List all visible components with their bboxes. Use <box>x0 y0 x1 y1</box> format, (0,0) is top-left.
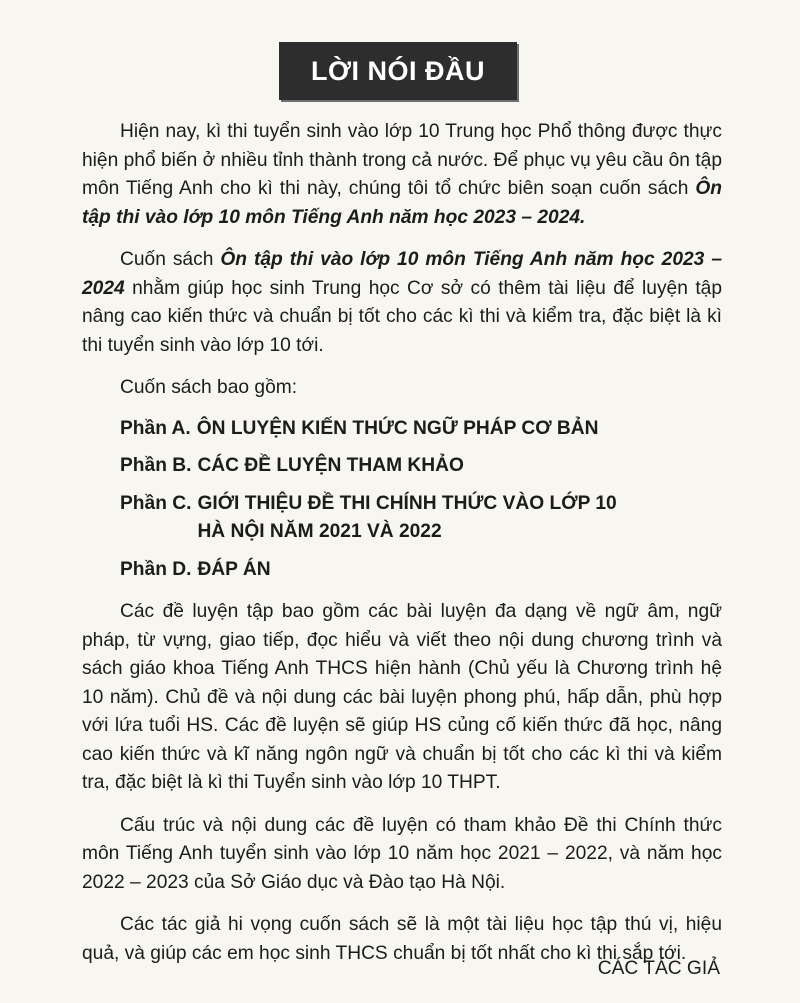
part-label: Phần A. <box>120 417 191 439</box>
paragraph-content: Các đề luyện tập bao gồm các bài luyện đa dạng về ngữ âm, ngữ pháp, từ vựng, giao tiếp, đọc hiểu và viết theo nội dung chương trình và sách giáo khoa Tiếng Anh THCS hiện hành (Chủ yếu là Chương trình hệ 10 năm). Chủ đề và nội dung các bài luyện phong phú, hấp dẫn, phù hợp với lứa tuổi HS. Các đề luyện sẽ giúp HS củng cố kiến thức đã học, nâng cao kiến thức và kĩ năng ngôn ngữ và chuẩn bị tốt cho các kì thi và kiểm tra, đặc biệt là kì thi Tuyển sinh vào lớp 10 THPT. <box>82 601 722 793</box>
part-text: ĐÁP ÁN <box>197 558 271 580</box>
part-c <box>120 490 722 547</box>
part-label: Phần C. <box>120 492 192 514</box>
part-text: GIỚI THIỆU ĐỀ THI CHÍNH THỨC VÀO LỚP 10 HÀ NỘI NĂM 2021 VÀ 2022 <box>197 492 617 542</box>
book-title: Ôn tập thi vào lớp 10 môn Tiếng Anh năm học 2023 – 2024 <box>82 249 722 299</box>
paragraph-purpose <box>82 246 722 360</box>
part-label: Phần D. <box>120 558 192 580</box>
paragraph-purpose-text: nhằm giúp học sinh Trung học Cơ sở có thêm tài liệu để luyện tập nâng cao kiến thức và chuẩn bị tốt cho các kì thi và kiểm tra, đặc biệt là kì thi tuyển sinh vào lớp 10 tới. <box>82 277 722 356</box>
preface-body <box>82 118 722 982</box>
signature: CÁC TÁC GIẢ <box>597 958 720 979</box>
part-d <box>120 556 722 585</box>
includes-intro: Cuốn sách bao gồm: <box>120 377 298 398</box>
paragraph-purpose-prefix: Cuốn sách <box>120 249 221 270</box>
paragraph-wishes: Các tác giả hi vọng cuốn sách sẽ là một tài liệu học tập thú vị, hiệu quả, và giúp các em học sinh THCS chuẩn bị tốt nhất cho kì thi sắp tới. <box>82 914 722 964</box>
part-label: Phần B. <box>120 455 192 476</box>
part-text: ÔN LUYỆN KIẾN THỨC NGỮ PHÁP CƠ BẢN <box>196 417 599 439</box>
part-text: CÁC ĐỀ LUYỆN THAM KHẢO <box>197 455 464 476</box>
paragraph-intro <box>82 118 722 232</box>
paragraph-intro-text: Hiện nay, kì thi tuyển sinh vào lớp 10 Trung học Phổ thông được thực hiện phổ biến ở nhiều tỉnh thành trong cả nước. Để phục vụ yêu cầu ôn tập môn Tiếng Anh cho kì thi này, chúng tôi tổ chức biên soạn cuốn sách <box>82 121 722 199</box>
page-title: LỜI NÓI ĐẦU <box>279 42 517 100</box>
paragraph-structure: Cấu trúc và nội dung các đề luyện có tham khảo Đề thi Chính thức môn Tiếng Anh tuyển sinh vào lớp 10 năm học 2021 – 2022, và năm học 2022 – 2023 của Sở Giáo dục và Đào tạo Hà Nội. <box>82 814 722 893</box>
book-title: Ôn tập thi vào lớp 10 môn Tiếng Anh năm học 2023 – 2024. <box>82 178 722 228</box>
part-b <box>120 452 722 481</box>
part-a <box>120 415 722 444</box>
